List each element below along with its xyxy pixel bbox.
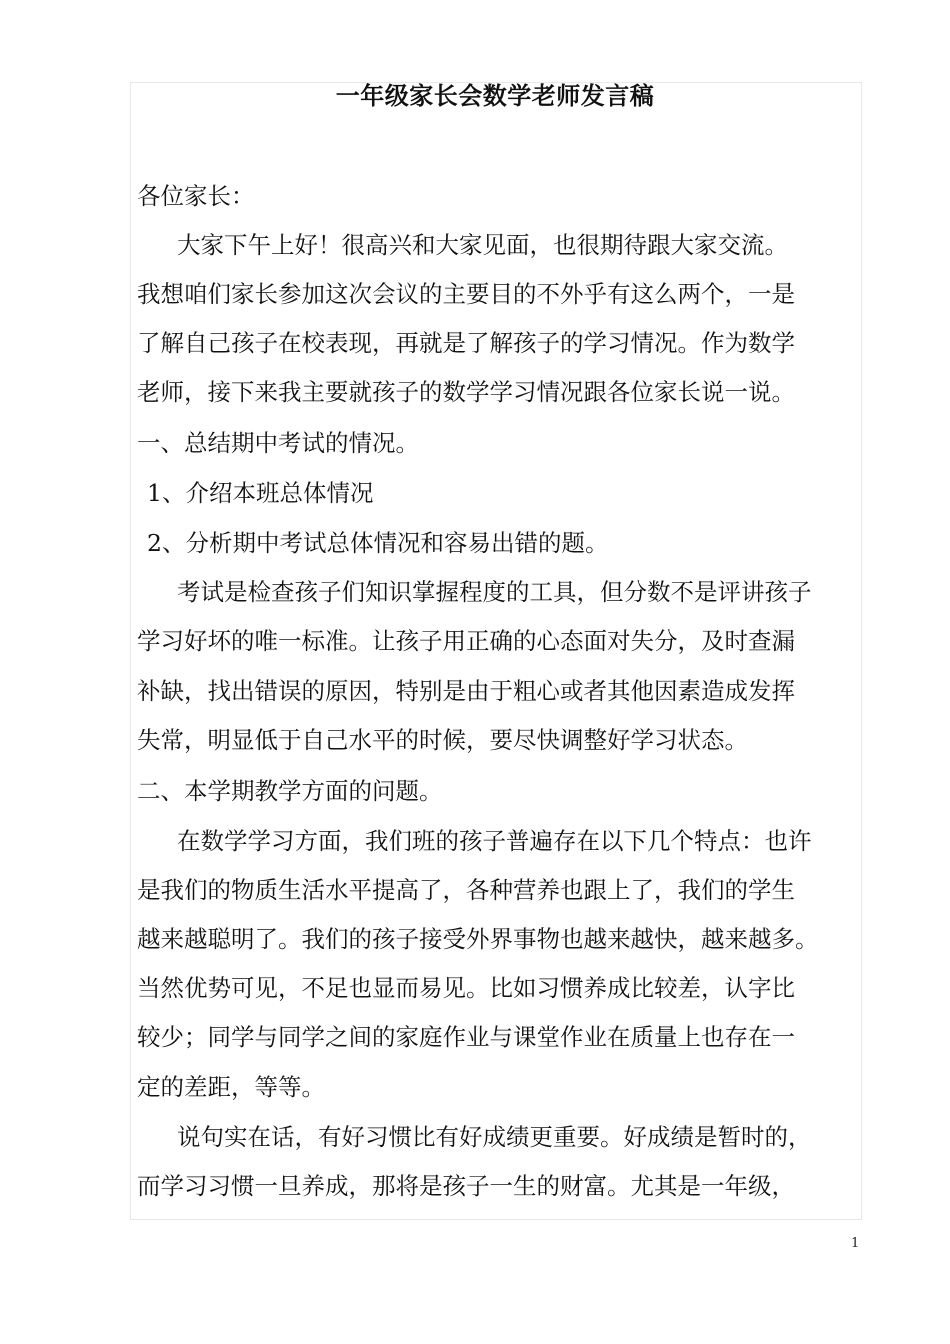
list-item: 1、介绍本班总体情况 [147, 479, 374, 507]
section-heading: 二、本学期教学方面的问题。 [137, 777, 443, 805]
section-heading: 一、总结期中考试的情况。 [137, 429, 419, 457]
paragraph-line: 老师，接下来我主要就孩子的数学学习情况跟各位家长说一说。 [137, 378, 795, 406]
paragraph-line: 当然优势可见，不足也显而易见。比如习惯养成比较差，认字比 [137, 974, 795, 1002]
paragraph-line: 我想咱们家长参加这次会议的主要目的不外乎有这么两个，一是 [137, 280, 795, 308]
paragraph-line: 失常，明显低于自己水平的时候，要尽快调整好学习状态。 [137, 726, 748, 754]
paragraph-line: 考试是检查孩子们知识掌握程度的工具，但分数不是评讲孩子 [177, 578, 812, 606]
paragraph-line: 学习好坏的唯一标准。让孩子用正确的心态面对失分，及时查漏 [137, 627, 795, 655]
paragraph-line: 定的差距，等等。 [137, 1073, 325, 1101]
document-title: 一年级家长会数学老师发言稿 [335, 82, 655, 110]
paragraph-line: 了解自己孩子在校表现，再就是了解孩子的学习情况。作为数学 [137, 329, 795, 357]
paragraph-line: 而学习习惯一旦养成，那将是孩子一生的财富。尤其是一年级， [137, 1172, 795, 1200]
greeting-line: 各位家长： [137, 182, 255, 210]
paragraph-line: 是我们的物质生活水平提高了，各种营养也跟上了，我们的学生 [137, 876, 795, 904]
paragraph-line: 在数学学习方面，我们班的孩子普遍存在以下几个特点：也许 [177, 827, 812, 855]
paragraph-line: 较少；同学与同学之间的家庭作业与课堂作业在质量上也存在一 [137, 1023, 795, 1051]
page-number: 1 [851, 1236, 860, 1251]
paragraph-line: 说句实在话，有好习惯比有好成绩更重要。好成绩是暂时的， [177, 1123, 812, 1151]
paragraph-line: 越来越聪明了。我们的孩子接受外界事物也越来越快，越来越多。 [137, 925, 819, 953]
paragraph-line: 大家下午上好！很高兴和大家见面，也很期待跟大家交流。 [177, 231, 788, 259]
paragraph-line: 补缺，找出错误的原因，特别是由于粗心或者其他因素造成发挥 [137, 677, 795, 705]
list-item: 2、分析期中考试总体情况和容易出错的题。 [147, 529, 609, 557]
